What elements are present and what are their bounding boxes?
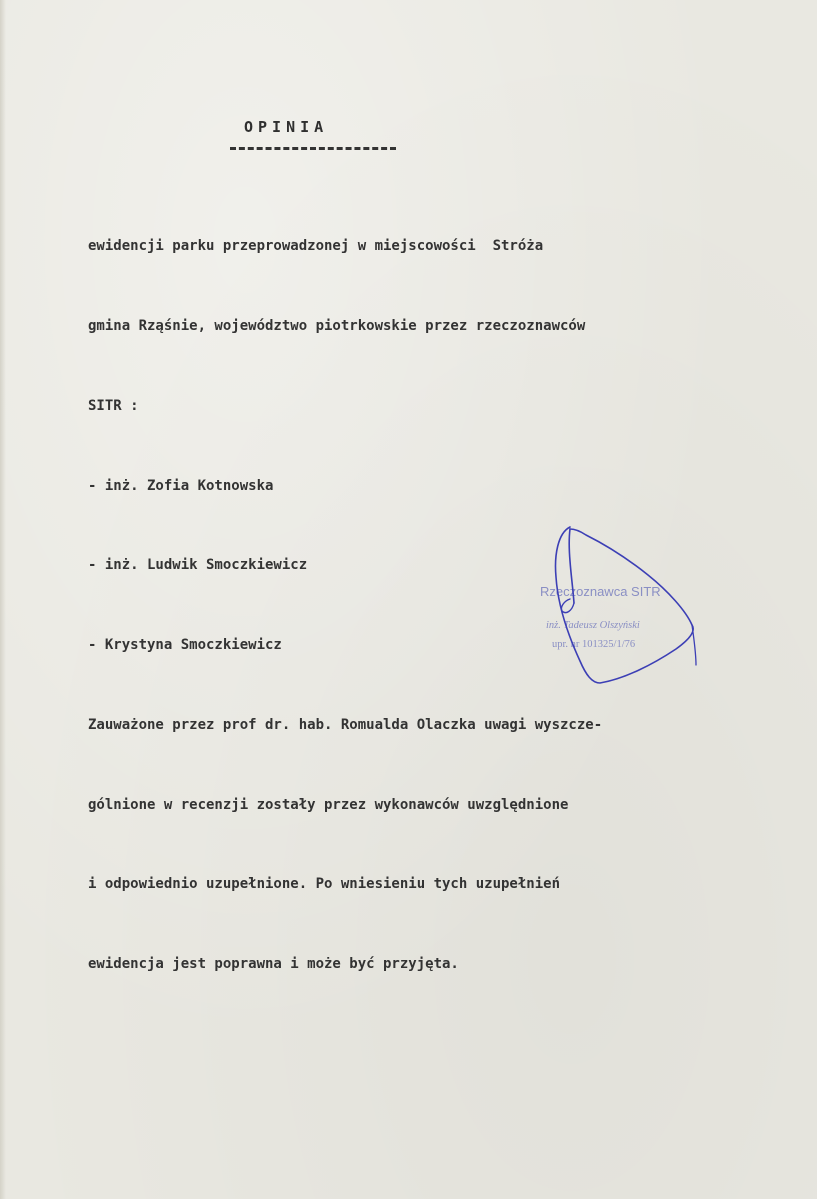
body-line: - inż. Zofia Kotnowska bbox=[88, 477, 274, 494]
body-line: i odpowiednio uzupełnione. Po wniesieniu tych uzupełnień bbox=[88, 876, 561, 893]
body-line: ewidencja jest poprawna i może być przyjęta. bbox=[88, 956, 459, 973]
body-line: SITR : bbox=[88, 397, 139, 414]
stamp-title: Rzeczoznawca SITR bbox=[540, 584, 661, 599]
body-line: Zauważone przez prof dr. hab. Romualda Olaczka uwagi wyszcze- bbox=[88, 716, 603, 733]
expert-stamp bbox=[520, 515, 710, 695]
title-underline bbox=[230, 147, 396, 150]
body-line: - Krystyna Smoczkiewicz bbox=[88, 637, 282, 654]
body-line: gólnione w recenzji zostały przez wykonawców uwzględnione bbox=[88, 796, 569, 813]
signature-tail bbox=[692, 625, 696, 665]
body-line: gmina Rząśnie, województwo piotrkowskie przez rzeczoznawców bbox=[88, 317, 586, 334]
page-edge-shadow bbox=[0, 0, 6, 1199]
signature-flourish bbox=[561, 599, 574, 613]
document-title: OPINIA bbox=[244, 118, 329, 136]
stamp-number: upr. nr 101325/1/76 bbox=[552, 639, 636, 650]
signature-loop bbox=[556, 527, 694, 683]
stamp-name: inż. Tadeusz Olszyński bbox=[546, 620, 640, 631]
body-line: - inż. Ludwik Smoczkiewicz bbox=[88, 557, 308, 574]
body-line: ewidencji parku przeprowadzonej w miejscowości Stróża bbox=[88, 238, 544, 255]
signature-icon bbox=[520, 515, 710, 695]
signature-stroke bbox=[569, 529, 574, 603]
